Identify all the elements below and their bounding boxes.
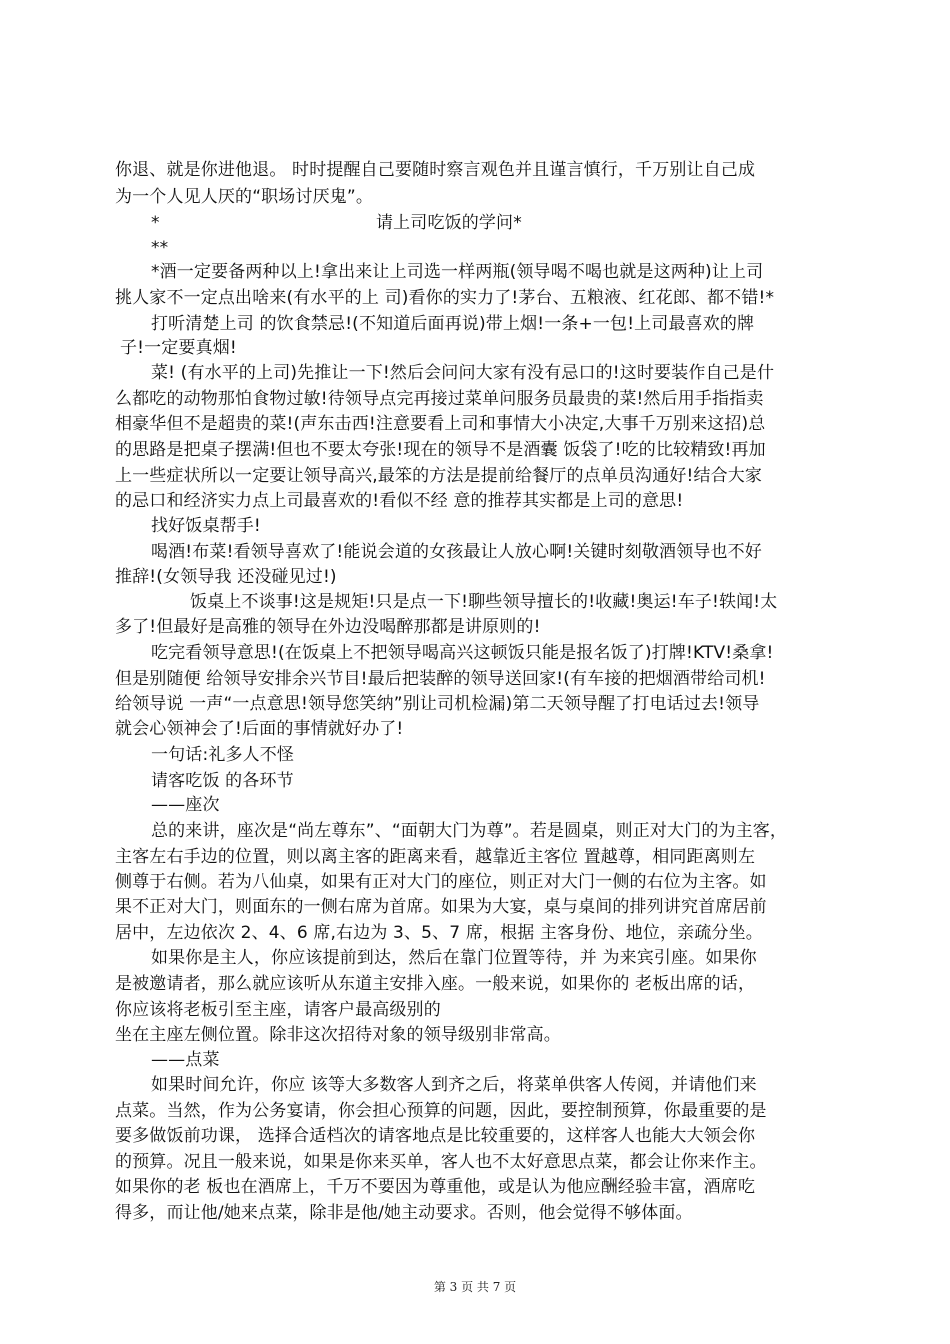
text-line: 你应该将老板引至主座，请客户最高级别的 (115, 1000, 441, 1020)
section-title: 请上司吃饭的学问* (376, 213, 522, 233)
text-line: 但是别随便 给领导安排余兴节目!最后把装醉的领导送回家!(有车接的把烟酒带给司机! (115, 669, 766, 689)
text-line: 总的来讲，座次是“尚左尊东”、“面朝大门为尊”。若是圆桌，则正对大门的为主客， (151, 821, 788, 841)
text-line: 菜! (有水平的上司)先推让一下!然后会问问大家有没有忌口的!这时要装作自己是什 (151, 363, 775, 383)
text-line: 找好饭桌帮手! (151, 516, 261, 536)
text-line: 多了!但最好是高雅的领导在外边没喝醉那都是讲原则的! (115, 617, 541, 637)
text-line: 是被邀请者，那么就应该听从东道主安排入座。一般来说，如果你的 老板出席的话， (115, 974, 756, 994)
text-line: 一句话:礼多人不怪 (151, 745, 295, 765)
subheading: ——座次 (151, 795, 220, 815)
text-line: 打听清楚上司 的饮食禁忌!(不知道后面再说)带上烟!一条+一包!上司最喜欢的牌 (151, 314, 755, 334)
text-line: 主客左右手边的位置，则以离主客的距离来看，越靠近主客位 置越尊，相同距离则左 (115, 847, 756, 867)
text-line: 居中，左边依次 2、4、6 席,右边为 3、5、7 席，根据 主客身份、地位，亲疏分坐。 (115, 923, 763, 943)
text-line: 挑人家不一定点出啥来(有水平的上 司)看你的实力了!茅台、五粮液、红花郎、都不错!* (115, 288, 775, 308)
text-line: 你退、就是你进他退。 时时提醒自己要随时察言观色并且谨言慎行，千万别让自己成 (115, 160, 756, 180)
text-line: *酒一定要备两种以上!拿出来让上司选一样两瓶(领导喝不喝也就是这两种)让上司 (151, 262, 764, 282)
subheading: ——点菜 (151, 1050, 220, 1070)
text-line: 如果你的老 板也在酒席上，千万不要因为尊重他，或是认为他应酬经验丰富，酒席吃 (115, 1177, 756, 1197)
text-line: 饭桌上不谈事!这是规矩!只是点一下!聊些领导擅长的!收藏!奥运!车子!轶闻!太 (190, 592, 778, 612)
text-line: 就会心领神会了!后面的事情就好办了! (115, 719, 404, 739)
text-line: 么都吃的动物那怕食物过敏!待领导点完再接过菜单问服务员最贵的菜!然后用手指指卖 (115, 389, 764, 409)
text-line: 吃完看领导意思!(在饭桌上不把领导喝高兴这顿饭只能是报名饭了)打牌!KTV!桑拿! (151, 643, 774, 663)
text-line: 为一个人见人厌的“职场讨厌鬼”。 (115, 187, 374, 207)
text-line: 的思路是把桌子摆满!但也不要太夸张!现在的领导不是酒囊 饭袋了!吃的比较精致!再加 (115, 440, 766, 460)
text-line: 给领导说 一声“一点意思!领导您笑纳”别让司机检漏)第二天领导醒了打电话过去!领导 (115, 694, 760, 714)
text-line: * (151, 213, 160, 233)
text-line: 喝酒!布菜!看领导喜欢了!能说会道的女孩最让人放心啊!关键时刻敬酒领导也不好 (151, 542, 762, 562)
text-line: 的预算。况且一般来说，如果是你来买单，客人也不太好意思点菜，都会让你来作主。 (115, 1152, 767, 1172)
text-line: 请客吃饭 的各环节 (151, 771, 294, 791)
text-line: 如果时间允许，你应 该等大多数客人到齐之后，将菜单供客人传阅，并请他们来 (151, 1075, 757, 1095)
text-line: 侧尊于右侧。若为八仙桌，如果有正对大门的座位，则正对大门一侧的右位为主客。如 (115, 872, 767, 892)
text-line: 得多，而让他/她来点菜，除非是他/她主动要求。否则，他会觉得不够体面。 (115, 1203, 693, 1223)
text-line: 坐在主座左侧位置。除非这次招待对象的领导级别非常高。 (115, 1025, 561, 1045)
text-line: 如果你是主人，你应该提前到达，然后在靠门位置等待，并 为来宾引座。如果你 (151, 948, 757, 968)
text-line: 上一些症状所以一定要让领导高兴,最笨的方法是提前给餐厅的点单员沟通好!结合大家 (115, 466, 763, 486)
text-line: ** (151, 238, 169, 258)
text-line: 的忌口和经济实力点上司最喜欢的!看似不经 意的推荐其实都是上司的意思! (115, 491, 684, 511)
text-line: 推辞!(女领导我 还没碰见过!) (115, 567, 337, 587)
text-line: 果不正对大门，则面东的一侧右席为首席。如果为大宴，桌与桌间的排列讲究首席居前 (115, 897, 767, 917)
text-line: 子!一定要真烟! (120, 338, 237, 358)
text-line: 点菜。当然，作为公务宴请，你会担心预算的问题，因此，要控制预算，你最重要的是 (115, 1101, 767, 1121)
text-line: 相豪华但不是超贵的菜!(声东击西!注意要看上司和事情大小决定,大事千万别来这招)总 (115, 414, 766, 434)
text-line: 要多做饭前功课， 选择合适档次的请客地点是比较重要的，这样客人也能大大领会你 (115, 1126, 756, 1146)
page-footer: 第 3 页 共 7 页 (433, 1280, 517, 1294)
